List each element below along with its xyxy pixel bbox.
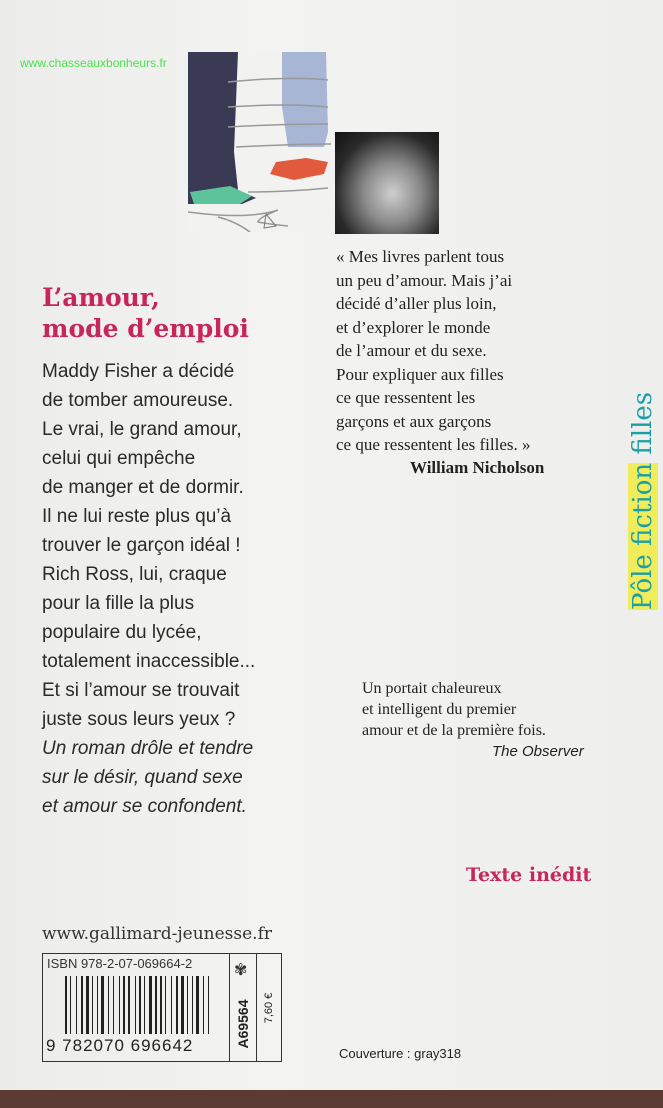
blurb: [42, 357, 255, 821]
blurb-italic-line: sur le désir, quand sexe: [42, 767, 243, 788]
barcode-bar: [139, 976, 141, 1034]
barcode-bar: [101, 976, 104, 1034]
quote-line: garçons et aux garçons: [336, 411, 492, 431]
barcode-bar: [155, 976, 157, 1034]
barcode-bar: [181, 976, 184, 1034]
quote-line: et d’explorer le monde: [336, 317, 491, 337]
cover-credit: Couverture : gray318: [339, 1046, 462, 1061]
price: 7,60 €: [263, 992, 275, 1024]
blurb-line: populaire du lycée,: [42, 622, 202, 643]
barcode-bar: [165, 976, 166, 1034]
blurb-line: Il ne lui reste plus qu’à: [42, 506, 232, 527]
book-title: [42, 282, 249, 344]
barcode-bar: [149, 976, 152, 1034]
blurb-italic-line: et amour se confondent.: [42, 796, 247, 817]
product-code: A69564: [235, 999, 251, 1049]
blurb-line: Et si l’amour se trouvait: [42, 680, 240, 701]
isbn: ISBN 978-2-07-069664-2: [47, 956, 193, 971]
quote-line: ce que ressentent les filles. »: [336, 435, 531, 454]
blurb-line: pour la fille la plus: [42, 593, 195, 614]
barcode-bar: [128, 976, 130, 1034]
barcode-bar: [135, 976, 136, 1034]
blurb-line: Rich Ross, lui, craque: [42, 564, 227, 585]
author-photo: [335, 132, 439, 234]
background-surface: [0, 1090, 663, 1108]
barcode-number: 9 782070 696642: [46, 1036, 194, 1055]
blurb-line: Le vrai, le grand amour,: [42, 419, 242, 440]
quote-line: de l’amour et du sexe.: [336, 341, 487, 360]
quote-line: « Mes livres parlent tous: [336, 247, 505, 266]
divider: [256, 954, 257, 1061]
blurb-line: de manger et de dormir.: [42, 477, 244, 498]
review-line: Un portait chaleureux: [362, 680, 502, 697]
barcode-bar: [192, 976, 193, 1034]
barcode-bar: [187, 976, 188, 1034]
blurb-line: Maddy Fisher a décidé: [42, 361, 235, 382]
barcode-bar: [113, 976, 114, 1034]
barcode-box: [42, 953, 282, 1062]
blurb-line: de tomber amoureuse.: [42, 390, 234, 411]
collection-label: [628, 392, 658, 610]
divider: [229, 954, 230, 1061]
cover-illustration: [188, 52, 334, 232]
barcode-bar: [70, 976, 71, 1034]
barcode: [65, 976, 213, 1034]
barcode-bar: [171, 976, 172, 1034]
barcode-bar: [123, 976, 125, 1034]
publisher-logo-icon: ✾: [234, 962, 248, 979]
review-line: et intelligent du premier: [362, 701, 517, 718]
quote-line: décidé d’aller plus loin,: [336, 294, 497, 313]
review: [362, 678, 546, 741]
barcode-bar: [86, 976, 89, 1034]
barcode-bar: [203, 976, 204, 1034]
barcode-bar: [119, 976, 120, 1034]
barcode-bar: [81, 976, 83, 1034]
barcode-bar: [97, 976, 98, 1034]
quote-line: un peu d’amour. Mais j’ai: [336, 270, 513, 290]
barcode-bar: [160, 976, 162, 1034]
barcode-bar: [208, 976, 209, 1034]
quote-line: ce que ressentent les: [336, 388, 476, 407]
collection-name: Pôle fiction: [628, 462, 658, 610]
barcode-bar: [144, 976, 145, 1034]
collection-subname: filles: [628, 391, 658, 455]
quote-line: Pour expliquer aux filles: [336, 364, 504, 384]
texte-inedit-label: Texte inédit: [466, 864, 592, 886]
barcode-bar: [65, 976, 67, 1034]
title-line: L’amour,: [42, 283, 160, 312]
blurb-line: totalement inaccessible...: [42, 651, 256, 672]
title-line: mode d’emploi: [42, 314, 249, 343]
barcode-bar: [108, 976, 109, 1034]
review-source: The Observer: [492, 743, 584, 760]
barcode-bar: [76, 976, 77, 1034]
blurb-line: trouver le garçon idéal !: [42, 535, 241, 556]
blurb-italic-line: Un roman drôle et tendre: [42, 738, 254, 759]
barcode-bar: [196, 976, 199, 1034]
barcode-bar: [92, 976, 93, 1034]
barcode-bar: [176, 976, 178, 1034]
review-line: amour et de la première fois.: [362, 722, 546, 739]
blurb-line: juste sous leurs yeux ?: [42, 709, 236, 730]
author-quote: [336, 245, 531, 457]
quote-author: William Nicholson: [410, 458, 545, 477]
publisher-website: www.gallimard-jeunesse.fr: [42, 924, 272, 944]
blurb-line: celui qui empêche: [42, 448, 196, 469]
watermark: www.chasseauxbonheurs.fr: [20, 56, 167, 70]
